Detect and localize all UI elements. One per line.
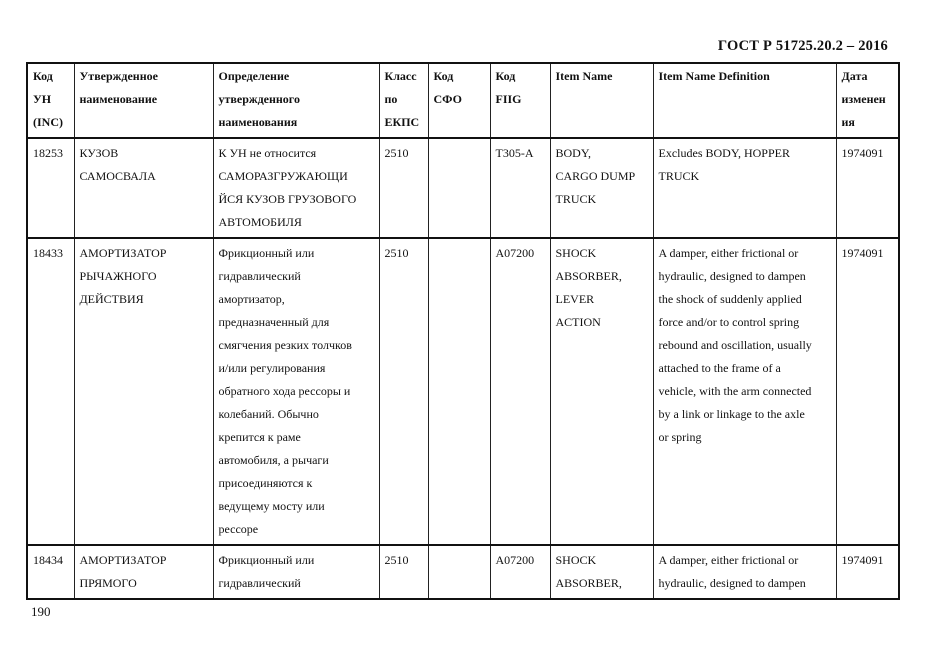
- cell-change-date: 1974091: [836, 545, 899, 599]
- cell-fiig-code: A07200: [490, 238, 550, 545]
- cell-sfo-code: [428, 138, 490, 238]
- page-number: 190: [31, 604, 51, 619]
- document-standard-header: ГОСТ Р 51725.20.2 – 2016: [717, 38, 888, 54]
- column-header-inc: Код УН (INC): [27, 63, 74, 138]
- cell-change-date: 1974091: [836, 138, 899, 238]
- cell-class: 2510: [379, 545, 428, 599]
- cell-inc: 18253: [27, 138, 74, 238]
- cell-approved-name: КУЗОВ САМОСВАЛА: [74, 138, 213, 238]
- column-header-change-date: Дата изменен ия: [836, 63, 899, 138]
- table-row: [27, 238, 899, 545]
- column-header-approved-name: Утвержденное наименование: [74, 63, 213, 138]
- cell-definition-ru: Фрикционный или гидравлический: [213, 545, 379, 599]
- column-header-name-definition-ru: Определение утвержденного наименования: [213, 63, 379, 138]
- cell-inc: 18433: [27, 238, 74, 545]
- column-header-item-name: Item Name: [550, 63, 653, 138]
- cell-class: 2510: [379, 238, 428, 545]
- cell-definition-ru: Фрикционный или гидравлический амортизатор, предназначенный для смягчения резких толчков и/или регулирования обратного хода рессоры и колебаний. Обычно крепится к раме автомобиля, а рычаги присоединяются к ведущему мосту или рессоре: [213, 238, 379, 545]
- cell-item-name: BODY, CARGO DUMP TRUCK: [550, 138, 653, 238]
- cell-definition-ru: К УН не относится САМОРАЗГРУЖАЮЩИ ЙСЯ КУЗОВ ГРУЗОВОГО АВТОМОБИЛЯ: [213, 138, 379, 238]
- column-header-fiig-code: Код FIIG: [490, 63, 550, 138]
- cell-item-name-definition: Excludes BODY, HOPPER TRUCK: [653, 138, 836, 238]
- cell-sfo-code: [428, 545, 490, 599]
- cell-sfo-code: [428, 238, 490, 545]
- cell-item-name: SHOCK ABSORBER, LEVER ACTION: [550, 238, 653, 545]
- cell-change-date: 1974091: [836, 238, 899, 545]
- column-header-sfo-code: Код СФО: [428, 63, 490, 138]
- cell-inc: 18434: [27, 545, 74, 599]
- classification-table: [26, 62, 900, 600]
- cell-fiig-code: A07200: [490, 545, 550, 599]
- cell-class: 2510: [379, 138, 428, 238]
- table-row: [27, 138, 899, 238]
- table-header-row: [27, 63, 899, 138]
- cell-item-name-definition: A damper, either frictional or hydraulic, designed to dampen: [653, 545, 836, 599]
- column-header-class: Класс по ЕКПС: [379, 63, 428, 138]
- column-header-item-name-definition: Item Name Definition: [653, 63, 836, 138]
- cell-fiig-code: T305-A: [490, 138, 550, 238]
- table-row: [27, 545, 899, 599]
- cell-item-name-definition: A damper, either frictional or hydraulic, designed to dampen the shock of suddenly applied force and/or to control spring rebound and oscillation, usually attached to the frame of a vehicle, with the arm connected by a link or linkage to the axle or spring: [653, 238, 836, 545]
- cell-approved-name: АМОРТИЗАТОР ПРЯМОГО: [74, 545, 213, 599]
- cell-approved-name: АМОРТИЗАТОР РЫЧАЖНОГО ДЕЙСТВИЯ: [74, 238, 213, 545]
- cell-item-name: SHOCK ABSORBER,: [550, 545, 653, 599]
